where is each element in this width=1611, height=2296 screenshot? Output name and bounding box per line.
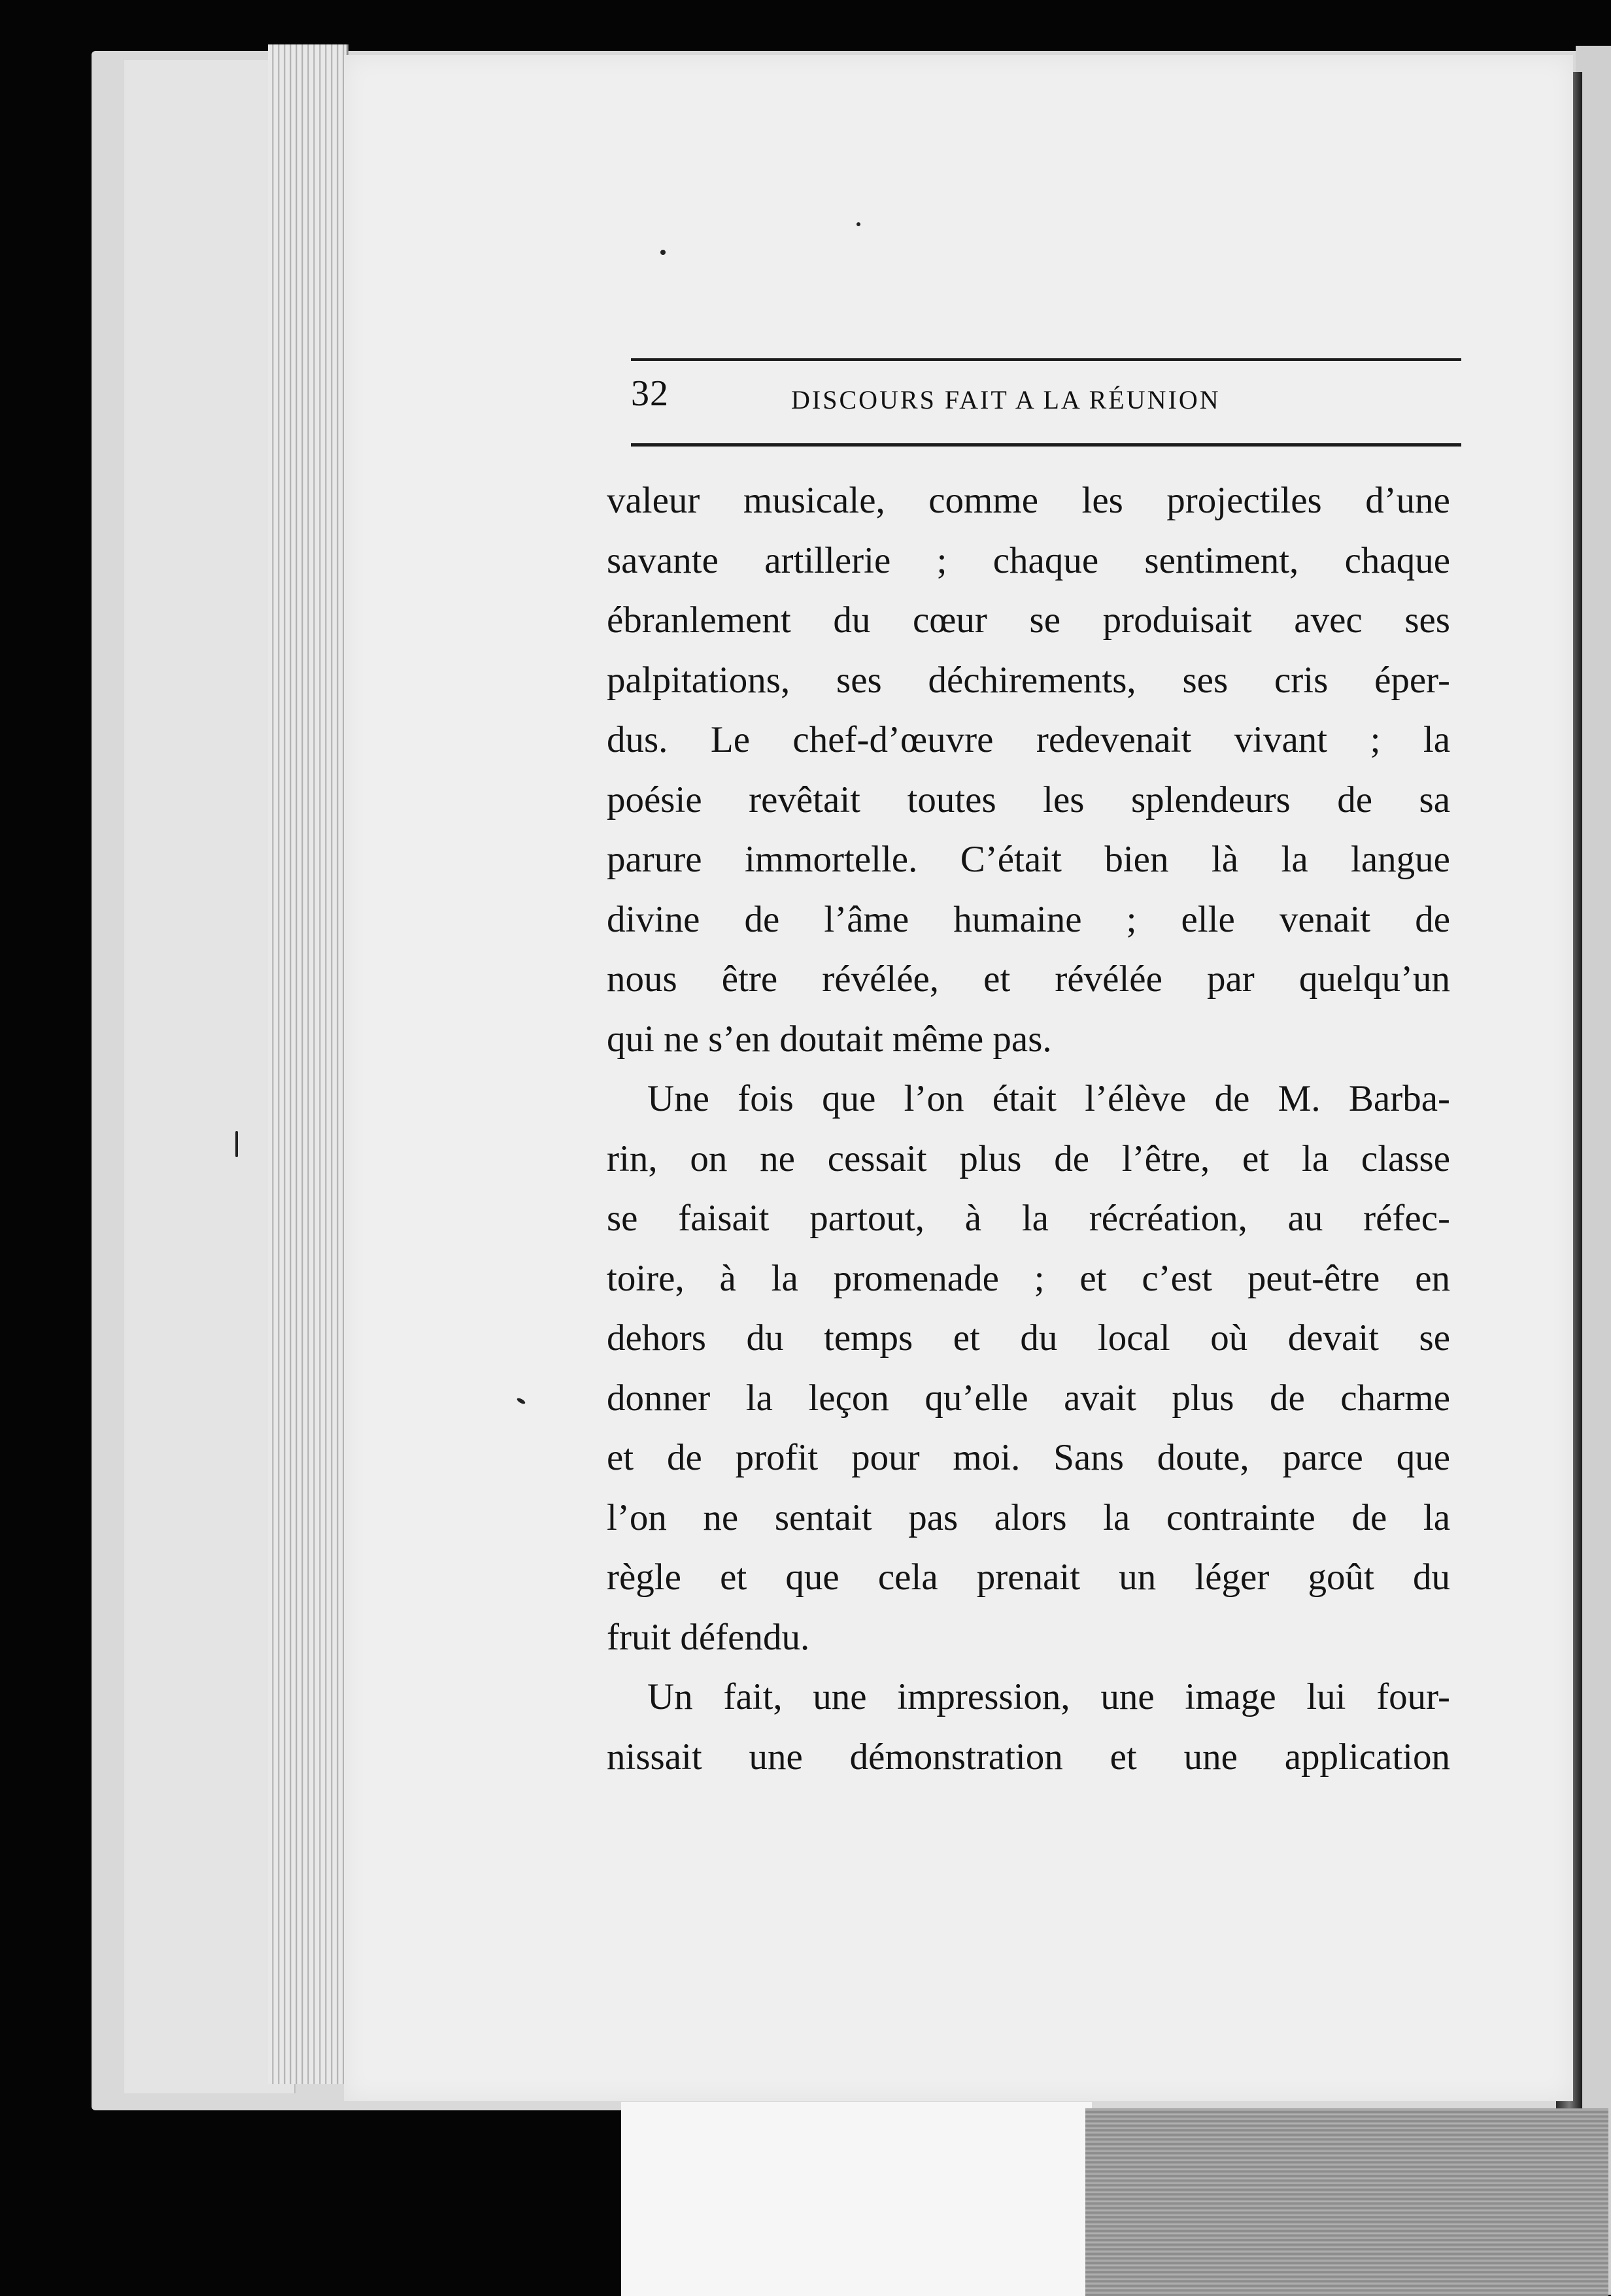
- text-line: dehors du temps et du local où devait se: [607, 1317, 1450, 1359]
- text-line: se faisait partout, à la récréation, au réfec-: [607, 1198, 1450, 1239]
- text-line: divine de l’âme humaine ; elle venait de: [607, 898, 1450, 940]
- page-number: 32: [631, 373, 669, 414]
- text-line: l’on ne sentait pas alors la contrainte de la: [607, 1496, 1450, 1538]
- text-line: Un fait, une impression, une image lui four-: [647, 1676, 1450, 1717]
- text-line: ébranlement du cœur se produisait avec ses: [607, 599, 1450, 641]
- text-line: savante artillerie ; chaque sentiment, chaque: [607, 539, 1450, 581]
- text-line: nous être révélée, et révélée par quelqu’un: [607, 958, 1450, 1000]
- text-line: palpitations, ses déchirements, ses cris éper-: [607, 659, 1450, 701]
- text-line: Une fois que l’on était l’élève de M. Barba-: [647, 1078, 1450, 1119]
- stacked-page-edges: [268, 44, 348, 2084]
- text-line: fruit défendu.: [607, 1616, 810, 1658]
- text-line: qui ne s’en doutait même pas.: [607, 1018, 1052, 1060]
- header-rule-bottom: [631, 443, 1461, 447]
- paragraph: [607, 471, 1450, 1069]
- text-line: rin, on ne cessait plus de l’être, et la classe: [607, 1138, 1450, 1179]
- text-line: valeur musicale, comme les projectiles d’une: [607, 480, 1450, 521]
- paragraph: [607, 1069, 1450, 1667]
- paper-speck: [235, 1131, 238, 1157]
- bottom-paper-strip: [621, 2102, 1092, 2296]
- running-head: DISCOURS FAIT A LA RÉUNION: [791, 385, 1221, 414]
- text-line: toire, à la promenade ; et c’est peut-être en: [607, 1257, 1450, 1299]
- paper-speck: [856, 222, 860, 226]
- text-line: règle et que cela prenait un léger goût du: [607, 1557, 1450, 1598]
- header-rule-top: [631, 358, 1461, 361]
- body-text: [607, 471, 1450, 1787]
- paper-speck: [660, 250, 666, 255]
- bottom-cloth-binding: [1085, 2108, 1608, 2296]
- paragraph: [607, 1667, 1450, 1787]
- text-line: parure immortelle. C’était bien là la langue: [607, 839, 1450, 880]
- text-line: nissait une démonstration et une application: [607, 1736, 1450, 1778]
- text-line: poésie revêtait toutes les splendeurs de sa: [607, 779, 1450, 820]
- text-line: dus. Le chef-d’œuvre redevenait vivant ; la: [607, 719, 1450, 760]
- text-line: et de profit pour moi. Sans doute, parce que: [607, 1437, 1450, 1478]
- page-header: [631, 358, 1461, 456]
- text-line: donner la leçon qu’elle avait plus de charme: [607, 1377, 1450, 1419]
